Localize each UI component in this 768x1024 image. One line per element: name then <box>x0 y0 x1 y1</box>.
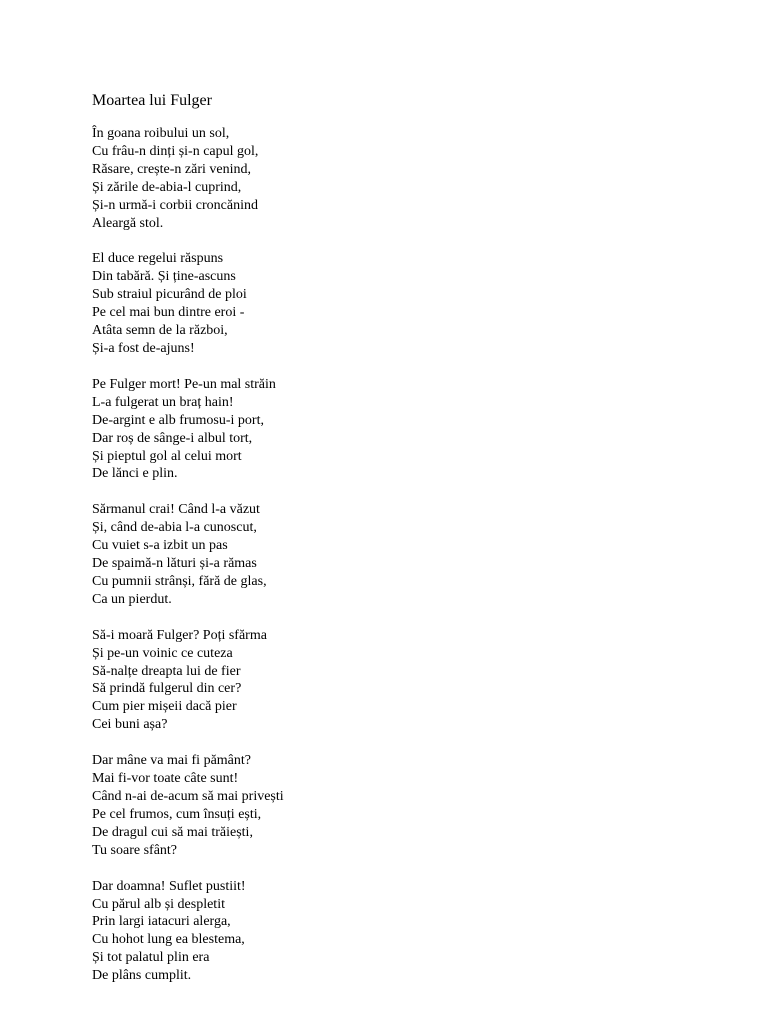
poem-line: Cu frâu-n dinți și-n capul gol, <box>92 143 259 159</box>
poem-line: Să-i moară Fulger? Poți sfărma <box>92 627 267 643</box>
poem-line: Și tot palatul plin era <box>92 950 210 966</box>
poem-line: Dar doamna! Suflet pustiit! <box>92 878 246 894</box>
stanza-6 <box>92 752 284 859</box>
poem-line: Aleargă stol. <box>92 215 164 231</box>
poem-line: Și-a fost de-ajuns! <box>92 340 195 356</box>
poem-line: Pe Fulger mort! Pe-un mal străin <box>92 376 276 392</box>
poem-line: Pe cel frumos, cum însuți ești, <box>92 806 262 822</box>
poem-line: Să-nalțe dreapta lui de fier <box>92 663 241 679</box>
stanza-2 <box>92 250 284 357</box>
poem-line: Ca un pierdut. <box>92 591 172 607</box>
poem-line: Și pieptul gol al celui mort <box>92 448 242 464</box>
poem-line: L-a fulgerat un braț hain! <box>92 394 234 410</box>
stanza-7 <box>92 878 284 985</box>
poem-line: Sărmanul crai! Când l-a văzut <box>92 502 260 518</box>
poem-line: Și, când de-abia l-a cunoscut, <box>92 520 257 536</box>
poem-line: Prin largi iatacuri alerga, <box>92 914 231 930</box>
poem-line: Tu soare sfânt? <box>92 842 178 858</box>
poem-line: Când n-ai de-acum să mai privești <box>92 789 284 804</box>
poem-line: Și-n urmă-i corbii croncănind <box>92 197 259 213</box>
poem-line: De lănci e plin. <box>92 466 178 482</box>
stanza-3 <box>92 376 284 483</box>
poem-line: Sub straiul picurând de ploi <box>92 287 247 303</box>
stanza-5 <box>92 627 284 734</box>
poem-line: De plâns cumplit. <box>92 968 192 984</box>
stanza-1 <box>92 125 284 232</box>
poem-line: Mai fi-vor toate câte sunt! <box>92 771 239 787</box>
poem-line: În goana roibului un sol, <box>92 126 230 141</box>
poem-line: Cu părul alb și despletit <box>92 896 225 912</box>
stanza-4 <box>92 501 284 608</box>
poem <box>92 91 284 1003</box>
poem-line: Din tabără. Și ține-ascuns <box>92 269 236 285</box>
poem-line: De-argint e alb frumosu-i port, <box>92 412 264 428</box>
poem-line: Dar mâne va mai fi pământ? <box>92 753 251 769</box>
poem-line: El duce regelui răspuns <box>92 251 224 267</box>
poem-line: Dar roș de sânge-i albul tort, <box>92 430 253 446</box>
poem-line: Pe cel mai bun dintre eroi - <box>92 305 245 321</box>
poem-line: Cum pier mișeii dacă pier <box>92 699 237 715</box>
poem-line: De spaimă-n lături și-a rămas <box>92 556 257 572</box>
poem-line: Și zările de-abia-l cuprind, <box>92 179 242 195</box>
poem-line: Răsare, crește-n zări venind, <box>92 161 251 177</box>
poem-line: Cu pumnii strânși, fără de glas, <box>92 573 267 589</box>
poem-line: Atâta semn de la război, <box>92 323 228 339</box>
poem-line: Cei buni așa? <box>92 717 168 733</box>
poem-line: Și pe-un voinic ce cuteza <box>92 645 233 661</box>
poem-line: De dragul cui să mai trăiești, <box>92 824 253 840</box>
poem-line: Să prindă fulgerul din cer? <box>92 681 242 697</box>
poem-title: Moartea lui Fulger <box>92 92 212 109</box>
poem-line: Cu hohot lung ea blestema, <box>92 932 245 948</box>
poem-line: Cu vuiet s-a izbit un pas <box>92 538 228 554</box>
